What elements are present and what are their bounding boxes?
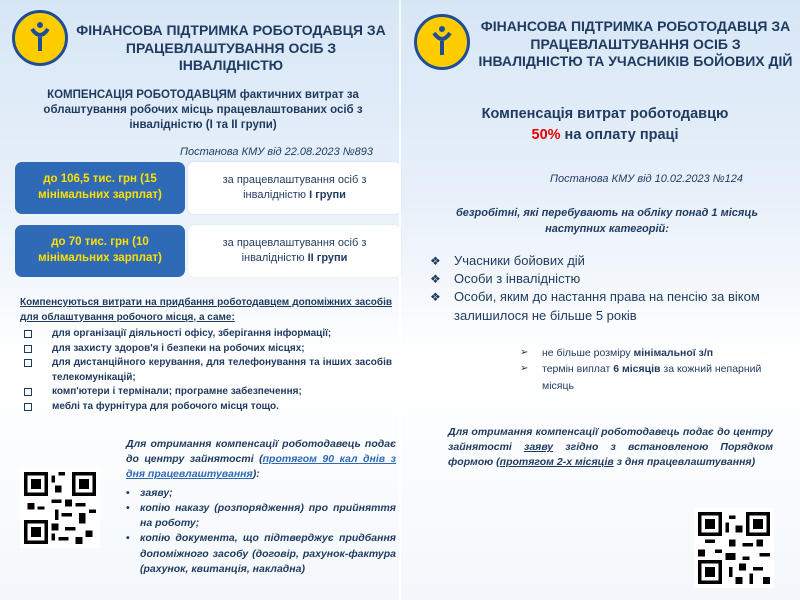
howto-text: з дня працевлаштування): [613, 456, 756, 469]
list-item: • копію наказу (розпорядження) про прийняття на роботу;: [126, 501, 396, 531]
list-item-text: для захисту здоров'я і безпеки на робочих місцях;: [52, 342, 305, 354]
howto-text: згідно з встановленою Порядком формою (: [448, 441, 773, 469]
list-item: [20, 400, 392, 415]
qr-code-icon[interactable]: [694, 508, 774, 588]
deadline-label: протягом 2-х місяців: [499, 456, 614, 469]
list-item: [518, 361, 788, 394]
diamond-bullet-icon: ❖: [430, 272, 441, 287]
list-item: • заяву;: [126, 486, 396, 501]
left-subheading: КОМПЕНСАЦІЯ РОБОТОДАВЦЯМ фактичних витрат за облаштування робочих місць працевлаштованих осіб з інвалідністю (І та ІІ групи): [43, 89, 363, 131]
desc-box-group1: [188, 162, 401, 214]
list-item-text: Особи, яким до настання права на пенсію за віком залишилося не більше 5 років: [454, 289, 760, 323]
list-item: • копію документа, що підтверджує придбання допоміжного засобу (договір, рахунок-фактура (рахунок, квитанція, накладна): [126, 531, 396, 577]
list-item-text: комп'ютери і термінали; програмне забезпечення;: [52, 386, 302, 397]
list-item-text: для організації діяльності офісу, зберігання інформації;: [52, 328, 332, 339]
list-item: [428, 252, 778, 270]
list-item: [20, 356, 392, 385]
documents-list: [126, 486, 396, 577]
left-howto-section: [126, 437, 396, 577]
amount-box-group1: до 106,5 тис. грн (15 мінімальних зарплат): [15, 162, 185, 214]
desc-box-group: ІІ групи: [307, 252, 348, 264]
terms-list: [518, 345, 788, 394]
desc-box-group: І групи: [309, 189, 346, 201]
checkbox-bullet-icon: [24, 403, 32, 411]
desc-box-text: за працевлаштування осіб з інвалідністю: [222, 236, 367, 264]
list-item-text: Особи з інвалідністю: [454, 271, 581, 287]
deadline-link[interactable]: протягом 90 кал днів з дня працевлаштування: [126, 453, 396, 481]
panel-divider: [399, 0, 401, 600]
checkbox-bullet-icon: [24, 330, 32, 338]
arrow-bullet-icon: ➢: [520, 347, 529, 358]
compensation-percent: 50%: [531, 127, 561, 144]
list-item-text: термін виплат: [542, 363, 614, 376]
left-page-title: ФІНАНСОВА ПІДТРИМКА РОБОТОДАВЦЯ ЗА ПРАЦЕВЛАШТУВАННЯ ОСІБ З ІНВАЛІДНІСТЮ: [76, 22, 386, 73]
checkbox-bullet-icon: [24, 388, 32, 396]
compensation-line2: на оплату праці: [560, 127, 679, 144]
duration-label: 6 місяців: [613, 363, 661, 376]
costs-intro: Компенсуються витрати на придбання роботодавцем допоміжних засобів для облаштування робочого місця, а саме:: [20, 297, 392, 323]
left-resolution: Постанова КМУ від 22.08.2023 №893: [180, 146, 374, 158]
list-item: [20, 327, 392, 342]
howto-text: Для отримання компенсації роботодавець подає до центру зайнятості: [448, 426, 773, 454]
list-item-text: для дистанційного керування, для телефонування та інших засобів телекомунікацій;: [52, 357, 392, 383]
compensation-heading: [440, 104, 770, 146]
qr-code-icon[interactable]: [20, 468, 100, 548]
application-label: заяву: [523, 441, 554, 454]
min-wage-label: мінімальної з/п: [633, 347, 714, 359]
right-resolution: Постанова КМУ від 10.02.2023 №124: [550, 173, 744, 185]
checkbox-bullet-icon: [24, 359, 32, 367]
arrow-bullet-icon: ➢: [520, 363, 529, 375]
diamond-bullet-icon: ❖: [430, 290, 441, 305]
desc-box-text: за працевлаштування осіб з інвалідністю: [222, 173, 367, 201]
list-item: [428, 270, 778, 288]
list-item: [518, 345, 788, 361]
list-item: [20, 385, 392, 400]
left-howto-intro: [126, 437, 396, 483]
list-item: [20, 342, 392, 357]
diamond-bullet-icon: ❖: [430, 254, 441, 268]
right-howto-section: [448, 425, 773, 471]
list-item-text: за кожний непарний місяць: [542, 363, 762, 392]
costs-section: [20, 296, 392, 414]
employment-service-logo-icon: [414, 14, 470, 70]
list-item-text: Учасники бойових дій: [454, 253, 585, 268]
list-item: [428, 288, 778, 324]
checkbox-bullet-icon: [24, 345, 32, 353]
compensation-line1: Компенсація витрат роботодавцю: [481, 106, 729, 122]
desc-box-group2: [188, 225, 401, 277]
categories-list: [428, 252, 778, 325]
list-item-text: меблі та фурнітура для робочого місця тощо.: [52, 400, 279, 412]
howto-text: ):: [252, 468, 260, 481]
right-page-title: ФІНАНСОВА ПІДТРИМКА РОБОТОДАВЦЯ ЗА ПРАЦЕВЛАШТУВАННЯ ОСІБ З ІНВАЛІДНІСТЮ ТА УЧАСНИКІВ БОЙОВИХ ДІЙ: [478, 18, 793, 69]
list-item-text: не більше розміру: [542, 347, 634, 359]
employment-service-logo-icon: [12, 10, 68, 66]
costs-list: [20, 327, 392, 414]
amount-box-group2: до 70 тис. грн (10 мінімальних зарплат): [15, 225, 185, 277]
unemployed-note: безробітні, які перебувають на обліку понад 1 місяць наступних категорій:: [455, 207, 759, 235]
howto-text: Для отримання компенсації роботодавець подає до центру зайнятості (: [126, 438, 396, 466]
